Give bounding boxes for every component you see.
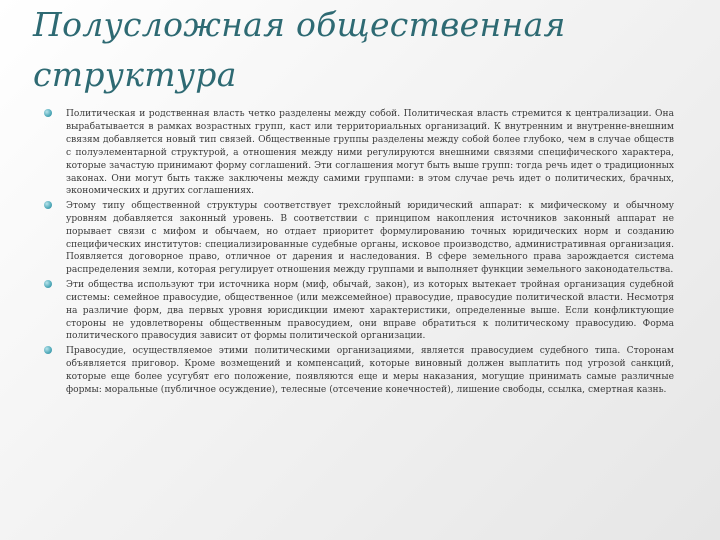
- bullet-list: [44, 108, 674, 398]
- bullet-item: [44, 108, 674, 198]
- bullet-item: [44, 200, 674, 277]
- bullet-icon: [44, 280, 52, 288]
- slide-title-line-1: Полусложная общественная: [33, 5, 566, 44]
- bullet-icon: [44, 109, 52, 117]
- bullet-text: Эти общества используют три источника норм (миф, обычай, закон), из которых вытекает тройная организация судебной системы: семейное правосудие, общественное (или межсемейное) правосудие, правосудие политической власти. Несмотря на различие форм, два первых уровня юрисдикции имеют характеристики, определенные выше. Если конфликтующие стороны не удовлетворены общественным правосудием, они вправе обратиться к политическому правосудию. Форма политического правосудия зависит от формы политической организации.: [66, 279, 674, 342]
- bullet-item: [44, 279, 674, 344]
- slide-title-line-2: структура: [33, 55, 237, 94]
- bullet-icon: [44, 201, 52, 209]
- bullet-text: Правосудие, осуществляемое этими политическими организациями, является правосудием судебного типа. Сторонам объявляется приговор. Кроме возмещений и компенсаций, которые виновный должен выплатить под угрозой санкций, которые еще более усугубят его положение, появляются еще и меры наказания, могущие принимать самые различные формы: моральные (публичное осуждение), телесные (отсечение конечностей), лишение свободы, ссылка, смертная казнь.: [66, 345, 674, 395]
- bullet-text: Этому типу общественной структуры соответствует трехслойный юридический аппарат: к мифическому и обычному уровням добавляется законный уровень. В соответствии с принципом накопления источников законный аппарат не порывает связи с мифом и обычаем, но отдает приоритет формулированию точных юридических норм и созданию специфических институтов: специализированные судебные органы, исковое производство, административная организация. Появляется договорное право, отличное от дарения и наследования. В сфере земельного права зарождается система распределения земли, которая регулирует отношения между группами и выполняет функции земельного законодательства.: [66, 200, 674, 276]
- bullet-icon: [44, 346, 52, 354]
- bullet-item: [44, 345, 674, 397]
- slide-title: [33, 0, 693, 100]
- bullet-text: Политическая и родственная власть четко разделены между собой. Политическая власть стремится к централизации. Она вырабатывается в рамках возрастных групп, каст или территориальных организаций. К внутренним и внутренне-внешним связям добавляется новый тип связей. Общественные группы разделены между собой более глубоко, чем в случае обществ с полуэлементарной структурой, а отношения между ними регулируются внешними связями специфического характера, которые зачастую принимают форму соглашений. Эти соглашения могут быть выше групп: тогда речь идет о традиционных законах. Они могут быть также заключены между самими группами: в этом случае речь идет о политических, брачных, экономических и других соглашениях.: [66, 109, 674, 197]
